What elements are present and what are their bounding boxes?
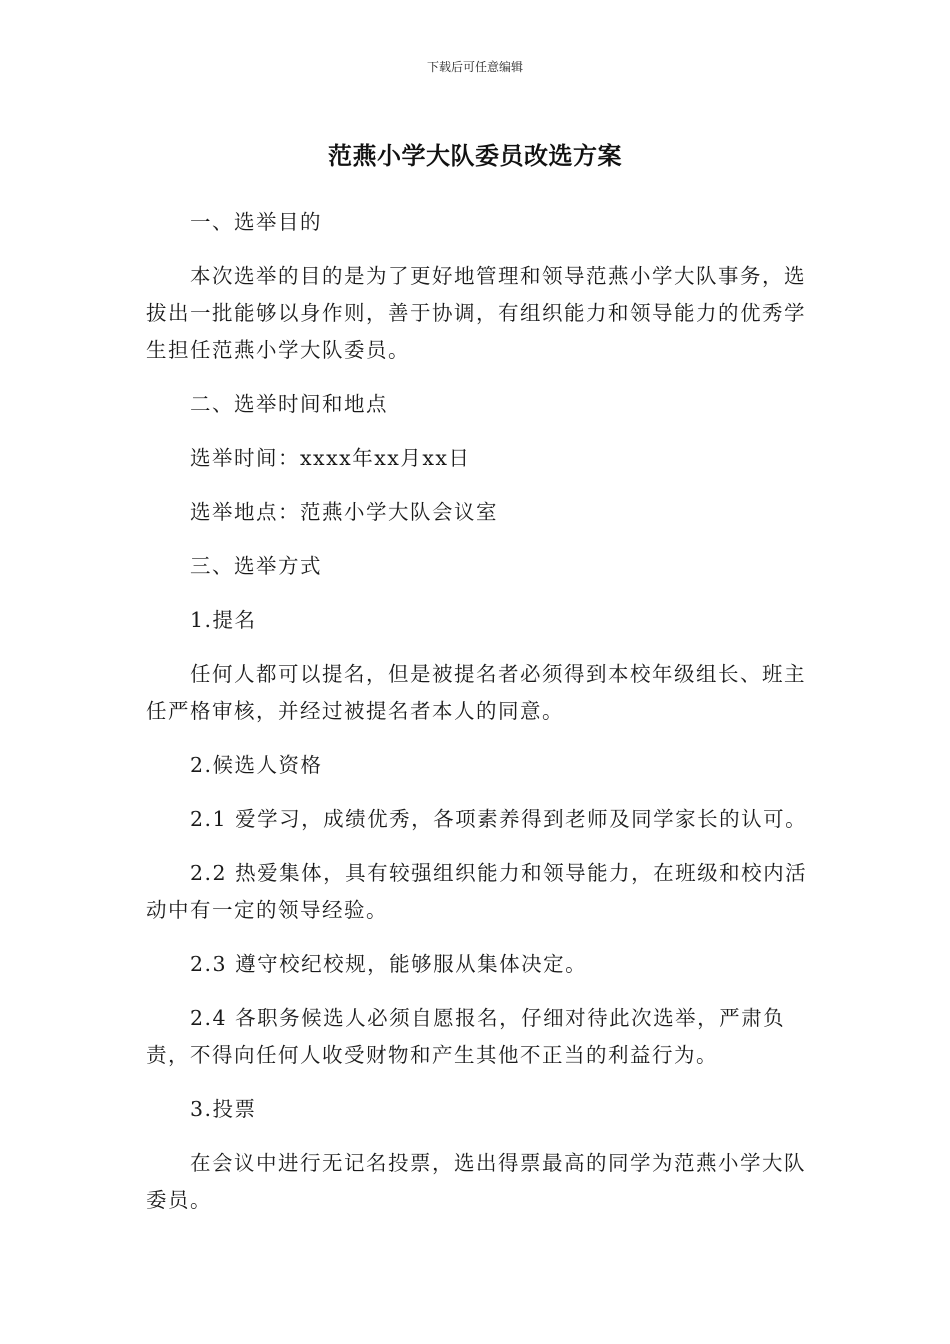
section-heading-purpose: 一、选举目的	[190, 210, 322, 234]
paragraph-purpose: 本次选举的目的是为了更好地管理和领导范燕小学大队事务，选拔出一批能够以身作则，善于协调，有组织能力和领导能力的优秀学生担任范燕小学大队委员。	[146, 264, 806, 362]
document-title: 范燕小学大队委员改选方案	[328, 142, 622, 170]
paragraph-qualification-2-4: 2.4 各职务候选人必须自愿报名，仔细对待此次选举，严肃负责，不得向任何人收受财物和产生其他不正当的利益行为。	[146, 1006, 786, 1067]
document-body	[146, 204, 816, 1236]
paragraph-nomination: 任何人都可以提名，但是被提名者必须得到本校年级组长、班主任严格审核，并经过被提名者本人的同意。	[146, 662, 806, 723]
paragraph-time: 选举时间：xxxx年xx月xx日	[190, 446, 471, 470]
header-note: 下载后可任意编辑	[426, 60, 523, 74]
subheading-voting: 3.投票	[190, 1097, 257, 1121]
section-heading-time-place: 二、选举时间和地点	[190, 392, 388, 416]
paragraph-qualification-2-2: 2.2 热爱集体，具有较强组织能力和领导能力，在班级和校内活动中有一定的领导经验。	[146, 861, 808, 922]
paragraph-qualification-2-3: 2.3 遵守校纪校规，能够服从集体决定。	[190, 952, 588, 976]
paragraph-place: 选举地点：范燕小学大队会议室	[190, 500, 498, 524]
subheading-nomination: 1.提名	[190, 608, 257, 632]
paragraph-qualification-2-1: 2.1 爱学习，成绩优秀，各项素养得到老师及同学家长的认可。	[190, 807, 808, 831]
paragraph-voting: 在会议中进行无记名投票，选出得票最高的同学为范燕小学大队委员。	[146, 1151, 806, 1212]
section-heading-method: 三、选举方式	[190, 554, 322, 578]
subheading-qualification: 2.候选人资格	[190, 753, 323, 777]
